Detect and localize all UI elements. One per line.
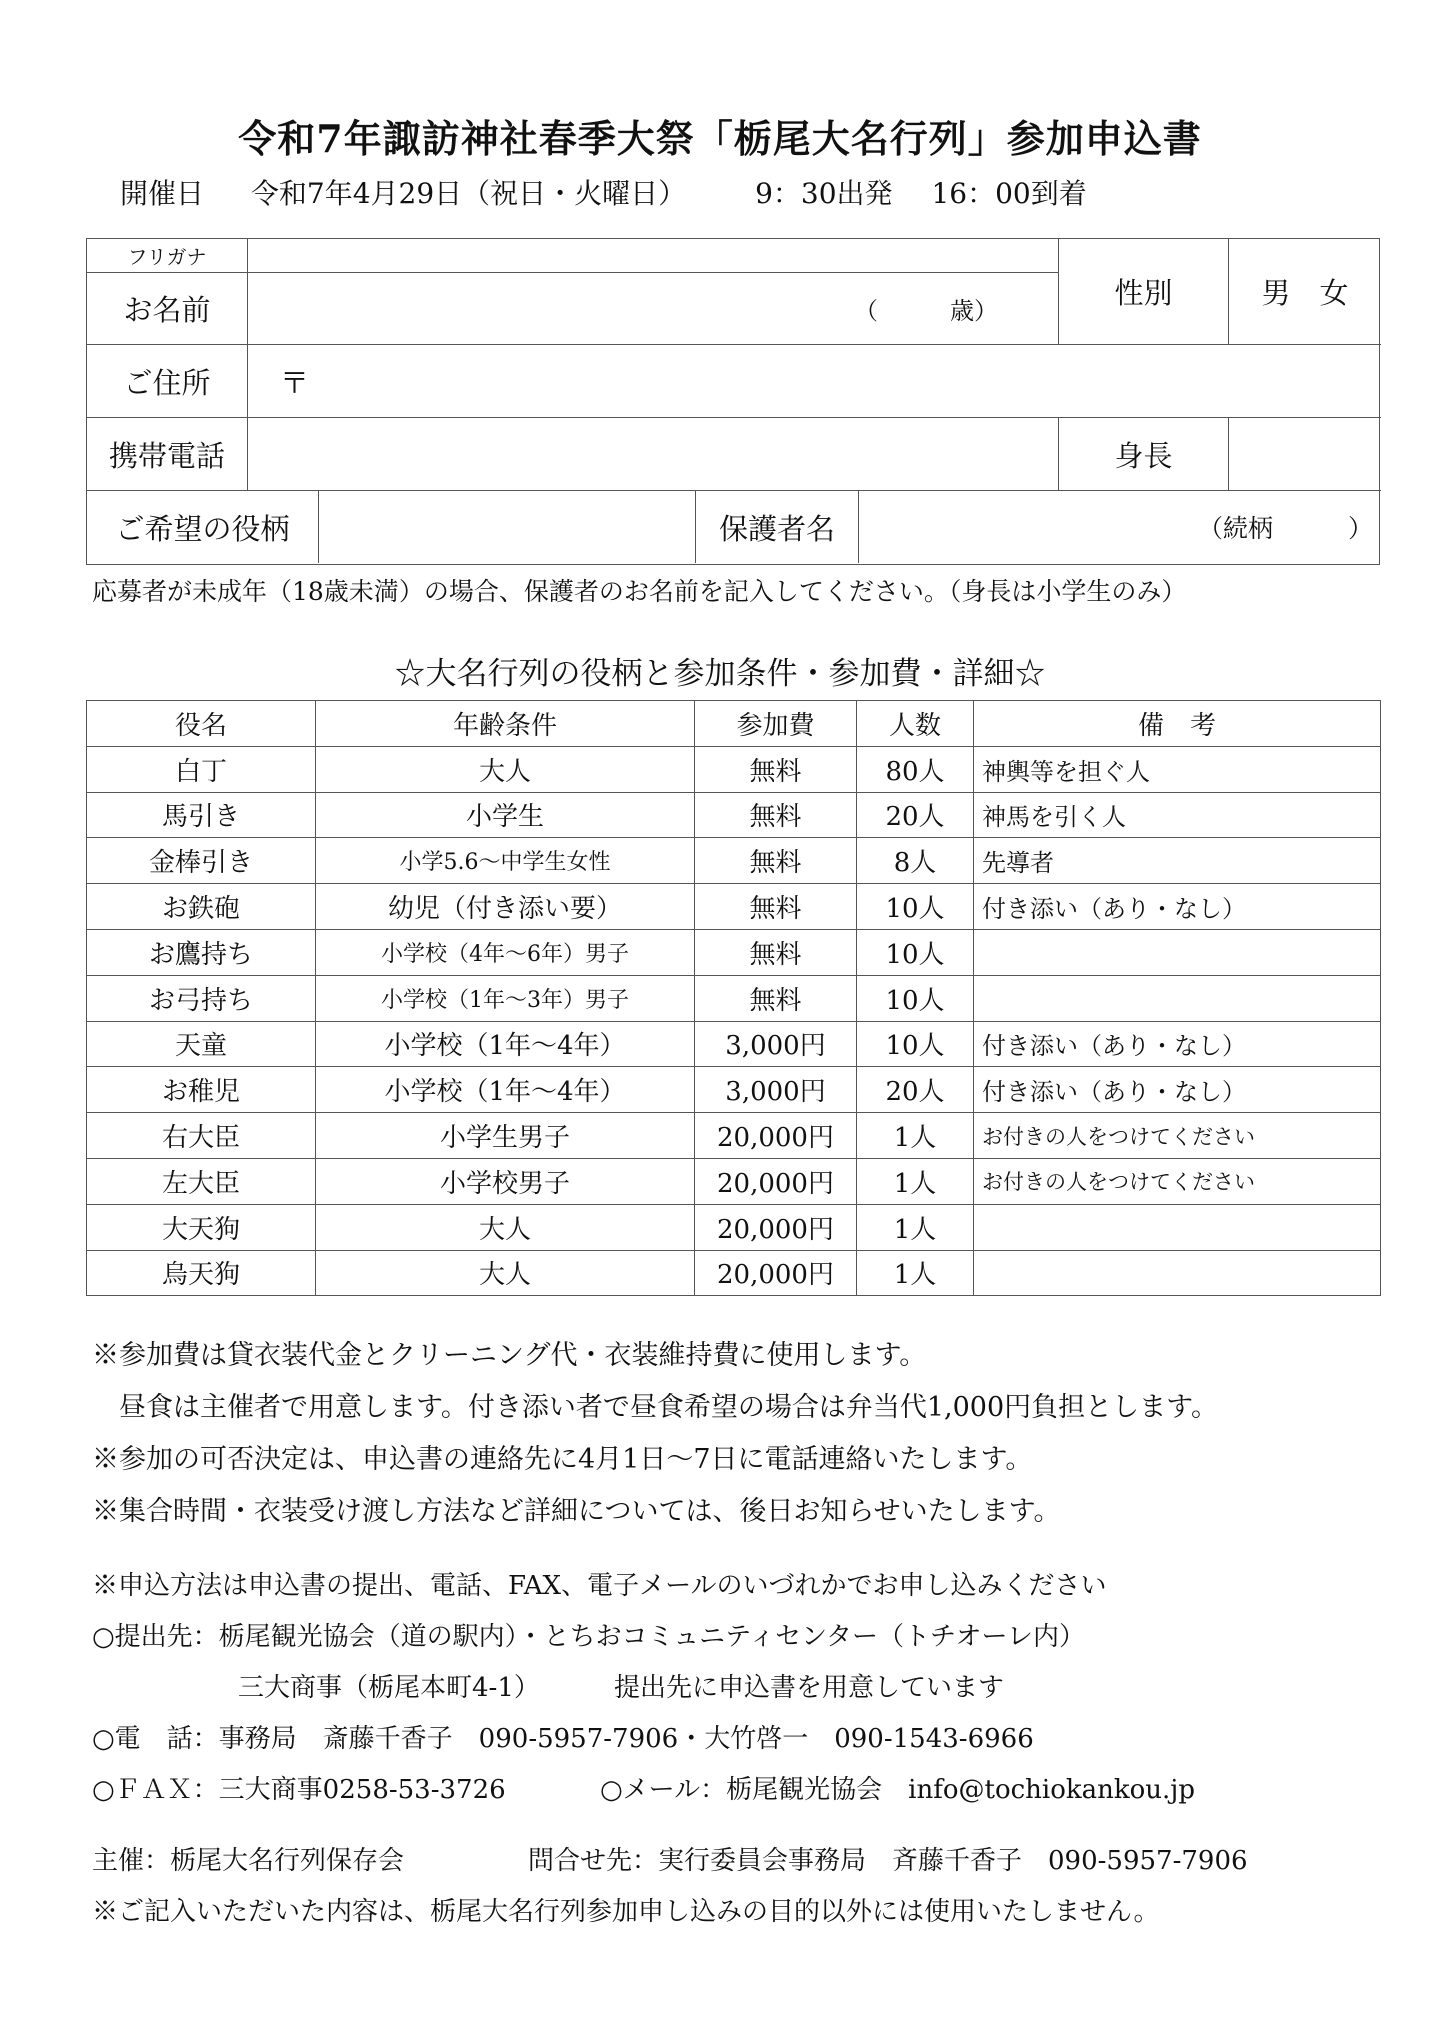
age-cell: 小学校男子 [316,1158,695,1204]
header-role: 役名 [87,701,316,747]
fee-cell: 20,000円 [695,1113,857,1159]
table-row [87,1250,1381,1296]
age-bracket: （ 歳） [854,297,998,325]
role-cell: 天童 [87,1021,316,1067]
event-date-label: 開催日 [120,177,205,210]
count-cell: 10人 [857,884,974,930]
submit-places: ○提出先：栃尾観光協会（道の駅内）・とちおコミュニティセンター（トチオーレ内） [92,1622,1086,1652]
name-label: お名前 [87,273,248,345]
mobile-field[interactable] [248,418,1059,491]
table-row [87,1067,1381,1113]
table-row [87,1158,1381,1204]
fee-cell: 無料 [695,884,857,930]
postal-mark: 〒 [280,365,310,400]
remark-cell [974,1204,1381,1250]
address-label: ご住所 [87,345,248,418]
fee-cell: 3,000円 [695,1067,857,1113]
remark-cell: 神輿等を担ぐ人 [974,746,1381,792]
remark-cell: 付き添い（あり・なし） [974,884,1381,930]
role-cell: 白丁 [87,746,316,792]
note-details: ※集合時間・衣装受け渡し方法など詳細については、後日お知らせいたします。 [92,1496,1061,1527]
guardian-field[interactable] [859,491,1381,563]
age-cell: 幼児（付き添い要） [316,884,695,930]
age-cell: 小学5.6〜中学生女性 [316,838,695,884]
role-cell: 右大臣 [87,1113,316,1159]
minor-guardian-note: 応募者が未成年（18歳未満）の場合、保護者のお名前を記入してください。（身長は小学生のみ） [92,577,1187,606]
table-row [87,746,1381,792]
table-row [87,792,1381,838]
count-cell: 10人 [857,1021,974,1067]
roles-table-title: ☆大名行列の役柄と参加条件・参加費・詳細☆ [394,656,1046,692]
fee-cell: 3,000円 [695,1021,857,1067]
role-cell: お弓持ち [87,975,316,1021]
remark-cell [974,975,1381,1021]
roles-table [86,700,1381,1296]
count-cell: 10人 [857,975,974,1021]
inquiry-contact: 問合せ先：実行委員会事務局 斉藤千香子 090-5957-7906 [528,1846,1248,1876]
table-row [87,1021,1381,1067]
remark-cell: お付きの人をつけてください [974,1158,1381,1204]
gender-label: 性別 [1059,239,1229,345]
table-row [87,1204,1381,1250]
application-form [86,238,1380,565]
height-label: 身長 [1059,418,1229,491]
role-cell: お稚児 [87,1067,316,1113]
privacy-note: ※ご記入いただいた内容は、栃尾大名行列参加申し込みの目的以外には使用いたしません。 [92,1897,1160,1927]
height-field[interactable] [1229,418,1381,491]
application-method: ※申込方法は申込書の提出、電話、FAX、電子メールのいづれかでお申し込みください [92,1571,1107,1601]
fee-cell: 20,000円 [695,1204,857,1250]
note-decision: ※参加の可否決定は、申込書の連絡先に4月1日〜7日に電話連絡いたします。 [92,1444,1033,1475]
age-cell: 小学校（4年〜6年）男子 [316,929,695,975]
remark-cell: 先導者 [974,838,1381,884]
age-cell: 大人 [316,1204,695,1250]
event-arrive-time: 16：00到着 [931,177,1087,210]
name-field[interactable] [248,273,1059,345]
header-remarks: 備 考 [974,701,1381,747]
event-date: 令和7年4月29日（祝日・火曜日） [250,177,687,210]
table-row [87,884,1381,930]
guardian-label: 保護者名 [696,491,859,563]
note-fee-usage: ※参加費は貸衣装代金とクリーニング代・衣装維持費に使用します。 [92,1340,927,1371]
contact-fax: ○ＦＡＸ：三大商事0258-53-3726 [92,1775,506,1805]
note-lunch: 昼食は主催者で用意します。付き添い者で昼食希望の場合は弁当代1,000円負担とします。 [92,1392,1218,1423]
count-cell: 1人 [857,1204,974,1250]
submit-note: 提出先に申込書を用意しています [614,1673,1005,1703]
contact-phone: ○電 話：事務局 斎藤千香子 090-5957-7906・大竹啓一 090-1543-6966 [92,1724,1034,1754]
fee-cell: 無料 [695,746,857,792]
fee-cell: 無料 [695,975,857,1021]
count-cell: 80人 [857,746,974,792]
remark-cell: 付き添い（あり・なし） [974,1021,1381,1067]
fee-cell: 無料 [695,792,857,838]
fee-cell: 20,000円 [695,1250,857,1296]
fee-cell: 20,000円 [695,1158,857,1204]
address-field[interactable] [248,345,1381,418]
age-cell: 小学校（1年〜4年） [316,1021,695,1067]
header-count: 人数 [857,701,974,747]
furigana-label: フリガナ [87,239,248,273]
age-cell: 小学生男子 [316,1113,695,1159]
desired-role-field[interactable] [319,491,696,563]
age-cell: 小学校（1年〜3年）男子 [316,975,695,1021]
table-row [87,929,1381,975]
age-cell: 大人 [316,1250,695,1296]
role-cell: 左大臣 [87,1158,316,1204]
gender-options[interactable]: 男 女 [1229,239,1381,345]
remark-cell [974,1250,1381,1296]
table-header-row [87,701,1381,747]
page-title: 令和7年諏訪神社春季大祭「栃尾大名行列」参加申込書 [238,116,1202,161]
role-cell: 金棒引き [87,838,316,884]
remark-cell: お付きの人をつけてください [974,1113,1381,1159]
furigana-field[interactable] [248,239,1059,273]
event-depart-time: 9：30出発 [755,177,893,210]
age-cell: 小学生 [316,792,695,838]
desired-role-label: ご希望の役柄 [87,491,319,563]
count-cell: 1人 [857,1158,974,1204]
relation-bracket: （続柄 ） [1197,514,1373,543]
count-cell: 8人 [857,838,974,884]
age-cell: 大人 [316,746,695,792]
count-cell: 20人 [857,792,974,838]
role-cell: 大天狗 [87,1204,316,1250]
header-fee: 参加費 [695,701,857,747]
table-row [87,838,1381,884]
count-cell: 10人 [857,929,974,975]
role-cell: お鉄砲 [87,884,316,930]
age-cell: 小学校（1年〜4年） [316,1067,695,1113]
remark-cell: 付き添い（あり・なし） [974,1067,1381,1113]
header-age: 年齢条件 [316,701,695,747]
fee-cell: 無料 [695,929,857,975]
organizer: 主催：栃尾大名行列保存会 [92,1846,405,1876]
mobile-label: 携帯電話 [87,418,248,491]
count-cell: 1人 [857,1113,974,1159]
table-row [87,975,1381,1021]
count-cell: 20人 [857,1067,974,1113]
event-date-line [120,172,1087,212]
contact-mail: ○メール：栃尾観光協会 info@tochiokankou.jp [600,1775,1196,1805]
table-row [87,1113,1381,1159]
role-cell: 烏天狗 [87,1250,316,1296]
submit-place-sandai: 三大商事（栃尾本町4-1） [238,1673,540,1703]
role-cell: お鷹持ち [87,929,316,975]
remark-cell: 神馬を引く人 [974,792,1381,838]
role-cell: 馬引き [87,792,316,838]
fee-cell: 無料 [695,838,857,884]
count-cell: 1人 [857,1250,974,1296]
remark-cell [974,929,1381,975]
